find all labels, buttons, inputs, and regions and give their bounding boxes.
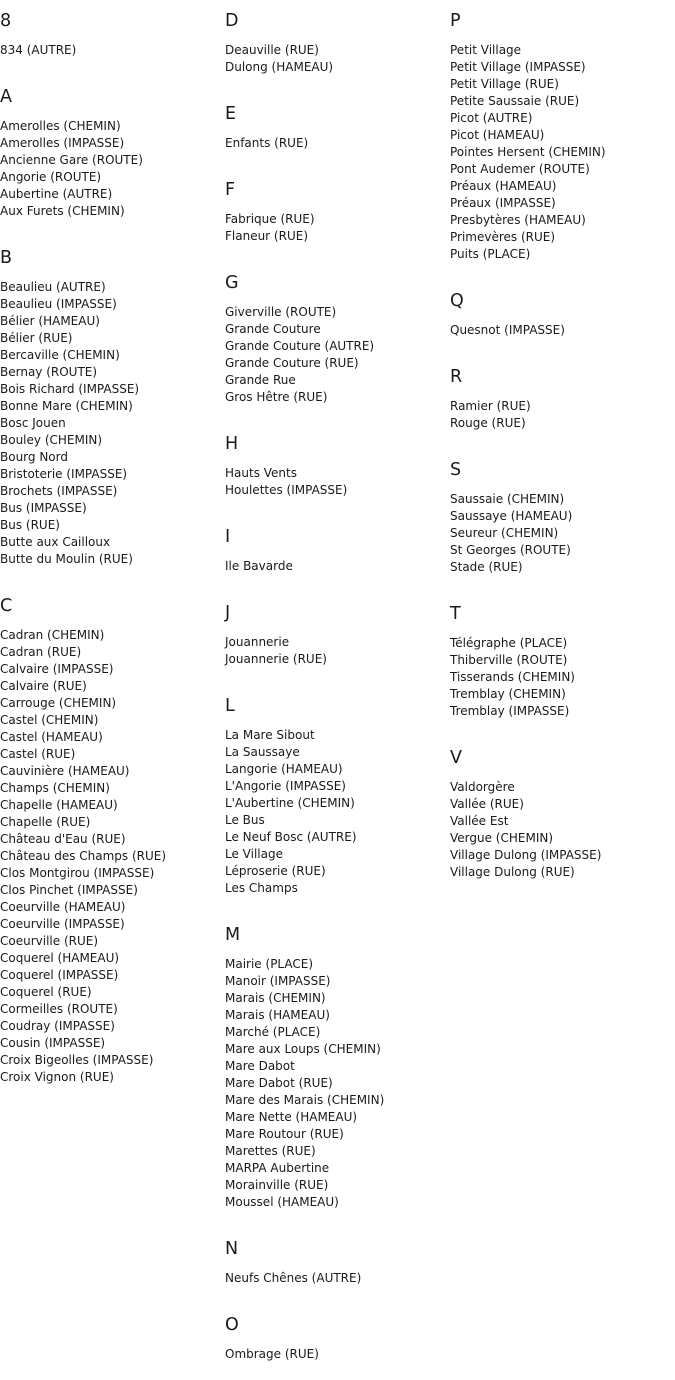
street-item: Petit Village	[450, 43, 522, 57]
street-item: Calvaire (IMPASSE)	[0, 662, 114, 676]
street-list	[225, 135, 450, 152]
street-item: Tremblay (CHEMIN)	[450, 687, 566, 701]
letter-heading: M	[225, 925, 241, 945]
street-item: Château des Champs (RUE)	[0, 849, 167, 863]
street-item: Morainville (RUE)	[225, 1178, 329, 1192]
street-item: Beaulieu (AUTRE)	[0, 280, 106, 294]
street-list	[225, 1270, 450, 1287]
street-item: Giverville (ROUTE)	[225, 305, 337, 319]
street-list	[450, 398, 675, 432]
street-list	[225, 465, 450, 499]
street-list	[225, 558, 450, 575]
street-item: Langorie (HAMEAU)	[225, 762, 343, 776]
street-item: Butte aux Cailloux	[0, 535, 111, 549]
street-item: Deauville (RUE)	[225, 43, 319, 57]
letter-heading: G	[225, 273, 239, 293]
street-list	[225, 634, 450, 668]
street-item: L'Angorie (IMPASSE)	[225, 779, 346, 793]
street-item: Quesnot (IMPASSE)	[450, 323, 565, 337]
street-item: Cauvinière (HAMEAU)	[0, 764, 130, 778]
street-item: Clos Pinchet (IMPASSE)	[0, 883, 138, 897]
street-item: Marais (CHEMIN)	[225, 991, 326, 1005]
street-item: Picot (HAMEAU)	[450, 128, 545, 142]
street-item: Gros Hêtre (RUE)	[225, 390, 328, 404]
street-item: Amerolles (CHEMIN)	[0, 119, 121, 133]
street-list	[225, 42, 450, 76]
street-item: Moussel (HAMEAU)	[225, 1195, 339, 1209]
street-item: Village Dulong (IMPASSE)	[450, 848, 602, 862]
street-list	[225, 211, 450, 245]
letter-heading: H	[225, 434, 239, 454]
street-item: Neufs Chênes (AUTRE)	[225, 1271, 362, 1285]
letter-group	[225, 93, 450, 152]
letter-heading: T	[450, 604, 461, 624]
letter-group	[450, 449, 675, 576]
street-item: Bus (IMPASSE)	[0, 501, 87, 515]
street-item: Aubertine (AUTRE)	[0, 187, 113, 201]
street-item: Chapelle (RUE)	[0, 815, 91, 829]
street-index-column-3	[450, 0, 675, 898]
street-item: Champs (CHEMIN)	[0, 781, 110, 795]
street-list	[450, 322, 675, 339]
street-item: Coquerel (HAMEAU)	[0, 951, 120, 965]
street-item: Aux Furets (CHEMIN)	[0, 204, 125, 218]
street-item: Calvaire (RUE)	[0, 679, 87, 693]
letter-group	[450, 593, 675, 720]
street-item: Préaux (IMPASSE)	[450, 196, 556, 210]
street-item: Bernay (ROUTE)	[0, 365, 98, 379]
street-item: Bourg Nord	[0, 450, 68, 464]
street-item: Jouannerie (RUE)	[225, 652, 327, 666]
street-item: Cadran (RUE)	[0, 645, 82, 659]
street-list	[0, 627, 225, 1086]
street-item: Bois Richard (IMPASSE)	[0, 382, 140, 396]
street-index-column-1	[0, 0, 225, 1103]
letter-heading: N	[225, 1239, 239, 1259]
street-item: Mare Nette (HAMEAU)	[225, 1110, 358, 1124]
street-item: Bouley (CHEMIN)	[0, 433, 103, 447]
letter-heading: L	[225, 696, 235, 716]
street-item: Hauts Vents	[225, 466, 297, 480]
street-index-column-2	[225, 0, 450, 1380]
street-item: Cormeilles (ROUTE)	[0, 1002, 118, 1016]
street-item: Presbytères (HAMEAU)	[450, 213, 586, 227]
letter-group	[225, 169, 450, 245]
street-item: Enfants (RUE)	[225, 136, 309, 150]
street-item: Thiberville (ROUTE)	[450, 653, 568, 667]
letter-heading: D	[225, 11, 239, 31]
letter-heading: 8	[0, 11, 12, 31]
street-item: Bosc Jouen	[0, 416, 66, 430]
street-item: Stade (RUE)	[450, 560, 523, 574]
street-item: Mare aux Loups (CHEMIN)	[225, 1042, 381, 1056]
letter-heading: R	[450, 367, 463, 387]
street-item: Bercaville (CHEMIN)	[0, 348, 120, 362]
street-list	[225, 727, 450, 897]
street-item: Mare Dabot (RUE)	[225, 1076, 333, 1090]
street-item: Ombrage (RUE)	[225, 1347, 319, 1361]
letter-group	[0, 0, 225, 59]
street-item: Télégraphe (PLACE)	[450, 636, 568, 650]
street-item: Saussaye (HAMEAU)	[450, 509, 573, 523]
street-item: Petit Village (RUE)	[450, 77, 559, 91]
letter-group	[225, 1228, 450, 1287]
street-item: Picot (AUTRE)	[450, 111, 533, 125]
street-item: Mare Routour (RUE)	[225, 1127, 344, 1141]
street-item: Puits (PLACE)	[450, 247, 531, 261]
street-item: Jouannerie	[225, 635, 290, 649]
street-item: Mare Dabot	[225, 1059, 295, 1073]
street-item: Grande Couture	[225, 322, 321, 336]
letter-group	[225, 914, 450, 1211]
street-list	[450, 42, 675, 263]
letter-group	[225, 423, 450, 499]
street-item: Bonne Mare (CHEMIN)	[0, 399, 133, 413]
street-item: Beaulieu (IMPASSE)	[0, 297, 117, 311]
street-item: Vallée (RUE)	[450, 797, 524, 811]
letter-heading: C	[0, 596, 13, 616]
street-item: Coudray (IMPASSE)	[0, 1019, 115, 1033]
street-item: Le Neuf Bosc (AUTRE)	[225, 830, 357, 844]
letter-group	[450, 0, 675, 263]
street-item: Cousin (IMPASSE)	[0, 1036, 106, 1050]
letter-group	[225, 685, 450, 897]
street-list	[225, 956, 450, 1211]
street-item: Marettes (RUE)	[225, 1144, 316, 1158]
street-item: Tisserands (CHEMIN)	[450, 670, 575, 684]
street-item: Pont Audemer (ROUTE)	[450, 162, 590, 176]
street-item: Village Dulong (RUE)	[450, 865, 575, 879]
street-item: La Mare Sibout	[225, 728, 315, 742]
letter-heading: A	[0, 87, 12, 107]
letter-heading: O	[225, 1315, 239, 1335]
letter-group	[225, 0, 450, 76]
street-item: Castel (HAMEAU)	[0, 730, 103, 744]
letter-group	[0, 76, 225, 220]
street-item: Le Bus	[225, 813, 265, 827]
letter-heading: J	[225, 603, 231, 623]
street-item: Brochets (IMPASSE)	[0, 484, 118, 498]
street-item: Chapelle (HAMEAU)	[0, 798, 118, 812]
street-item: Petite Saussaie (RUE)	[450, 94, 580, 108]
letter-group	[225, 262, 450, 406]
street-item: Clos Montgirou (IMPASSE)	[0, 866, 155, 880]
street-item: Coquerel (RUE)	[0, 985, 92, 999]
letter-group	[225, 592, 450, 668]
street-item: Cadran (CHEMIN)	[0, 628, 105, 642]
street-item: Coeurville (RUE)	[0, 934, 99, 948]
street-item: Grande Couture (RUE)	[225, 356, 359, 370]
street-item: Grande Couture (AUTRE)	[225, 339, 375, 353]
street-item: Croix Bigeolles (IMPASSE)	[0, 1053, 154, 1067]
street-item: Fabrique (RUE)	[225, 212, 315, 226]
street-item: Tremblay (IMPASSE)	[450, 704, 570, 718]
street-item: Bristoterie (IMPASSE)	[0, 467, 128, 481]
street-item: Préaux (HAMEAU)	[450, 179, 557, 193]
street-item: Marché (PLACE)	[225, 1025, 321, 1039]
street-item: Carrouge (CHEMIN)	[0, 696, 117, 710]
street-item: Marais (HAMEAU)	[225, 1008, 330, 1022]
letter-heading: F	[225, 180, 236, 200]
street-item: Houlettes (IMPASSE)	[225, 483, 348, 497]
street-list	[225, 1346, 450, 1363]
street-item: Le Village	[225, 847, 283, 861]
street-item: Seureur (CHEMIN)	[450, 526, 559, 540]
street-item: Dulong (HAMEAU)	[225, 60, 334, 74]
street-item: Coeurville (HAMEAU)	[0, 900, 126, 914]
street-item: Butte du Moulin (RUE)	[0, 552, 133, 566]
street-item: Amerolles (IMPASSE)	[0, 136, 125, 150]
letter-group	[225, 1304, 450, 1363]
street-item: Vallée Est	[450, 814, 509, 828]
street-item: Petit Village (IMPASSE)	[450, 60, 586, 74]
street-item: Croix Vignon (RUE)	[0, 1070, 114, 1084]
street-item: Vergue (CHEMIN)	[450, 831, 554, 845]
street-item: Château d'Eau (RUE)	[0, 832, 126, 846]
street-list	[450, 491, 675, 576]
letter-group	[0, 585, 225, 1086]
street-item: Valdorgère	[450, 780, 515, 794]
letter-heading: S	[450, 460, 462, 480]
street-item: Primevères (RUE)	[450, 230, 556, 244]
street-list	[0, 279, 225, 568]
street-item: Pointes Hersent (CHEMIN)	[450, 145, 606, 159]
street-item: L'Aubertine (CHEMIN)	[225, 796, 355, 810]
street-item: Flaneur (RUE)	[225, 229, 308, 243]
street-item: 834 (AUTRE)	[0, 43, 77, 57]
street-item: La Saussaye	[225, 745, 300, 759]
street-item: Angorie (ROUTE)	[0, 170, 102, 184]
street-item: MARPA Aubertine	[225, 1161, 330, 1175]
letter-heading: B	[0, 248, 13, 268]
street-item: Bélier (HAMEAU)	[0, 314, 100, 328]
street-list	[225, 304, 450, 406]
street-item: Ile Bavarde	[225, 559, 293, 573]
street-item: Coeurville (IMPASSE)	[0, 917, 125, 931]
street-item: Mairie (PLACE)	[225, 957, 314, 971]
street-item: Saussaie (CHEMIN)	[450, 492, 565, 506]
letter-group	[450, 280, 675, 339]
street-item: Rouge (RUE)	[450, 416, 526, 430]
street-item: St Georges (ROUTE)	[450, 543, 571, 557]
street-item: Castel (RUE)	[0, 747, 76, 761]
street-list	[450, 779, 675, 881]
letter-heading: E	[225, 104, 237, 124]
street-list	[0, 118, 225, 220]
street-list	[450, 635, 675, 720]
letter-heading: P	[450, 11, 461, 31]
street-item: Manoir (IMPASSE)	[225, 974, 331, 988]
street-item: Castel (CHEMIN)	[0, 713, 99, 727]
letter-group	[450, 737, 675, 881]
street-item: Ramier (RUE)	[450, 399, 531, 413]
street-item: Les Champs	[225, 881, 298, 895]
street-item: Léproserie (RUE)	[225, 864, 326, 878]
street-list	[0, 42, 225, 59]
street-item: Ancienne Gare (ROUTE)	[0, 153, 143, 167]
letter-group	[450, 356, 675, 432]
letter-group	[0, 237, 225, 568]
street-item: Bélier (RUE)	[0, 331, 73, 345]
street-item: Mare des Marais (CHEMIN)	[225, 1093, 385, 1107]
street-item: Bus (RUE)	[0, 518, 60, 532]
letter-heading: V	[450, 748, 462, 768]
letter-heading: Q	[450, 291, 464, 311]
street-item: Coquerel (IMPASSE)	[0, 968, 119, 982]
street-item: Grande Rue	[225, 373, 296, 387]
letter-group	[225, 516, 450, 575]
letter-heading: I	[225, 527, 231, 547]
